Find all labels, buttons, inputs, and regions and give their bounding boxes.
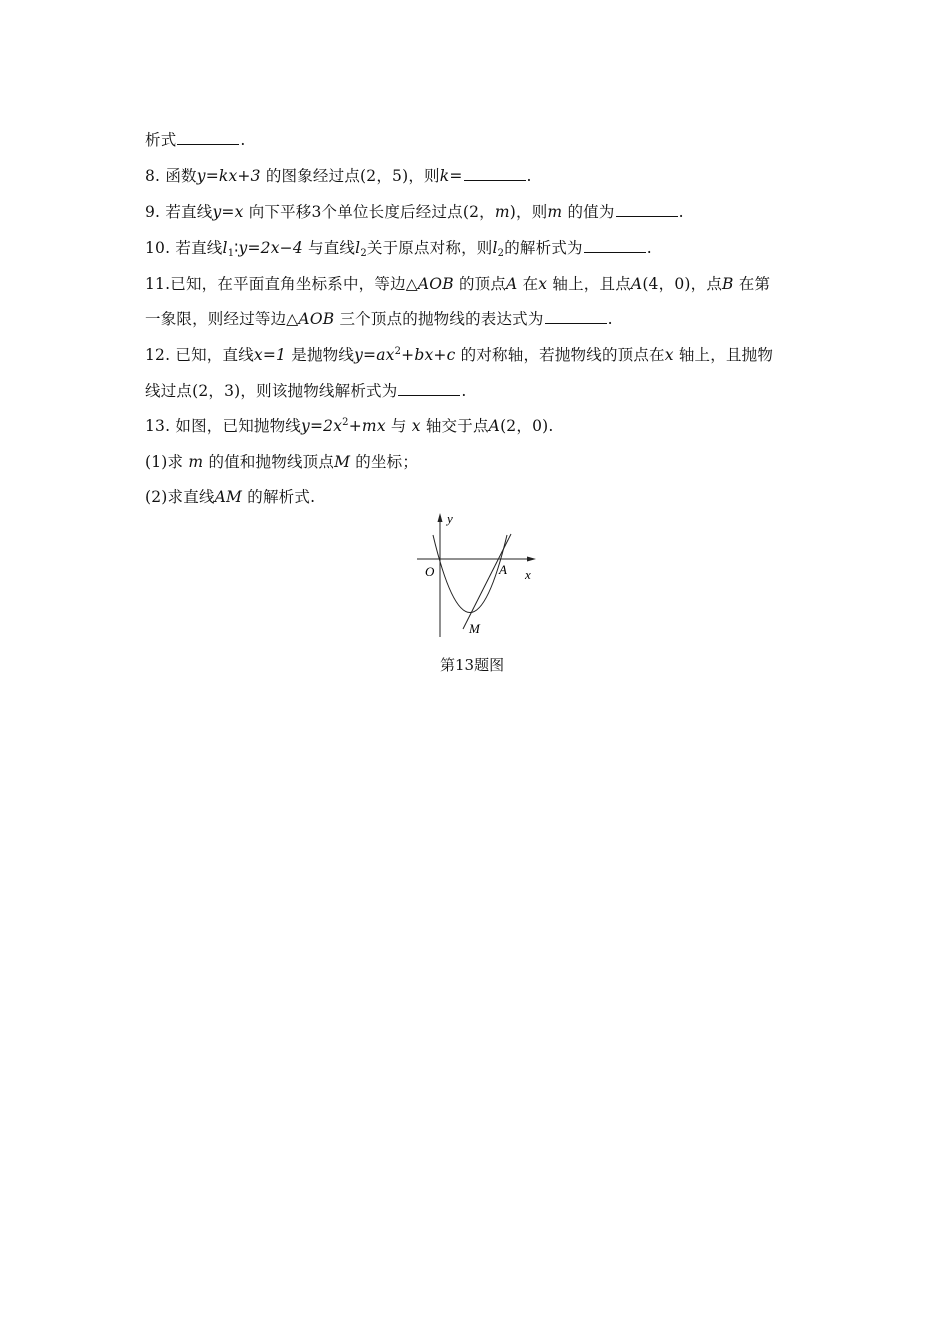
answer-blank[interactable] bbox=[464, 166, 526, 181]
parabola-curve bbox=[433, 535, 507, 613]
x-label: x bbox=[525, 567, 531, 582]
y-label: y bbox=[447, 511, 453, 526]
answer-blank[interactable] bbox=[616, 202, 678, 217]
origin-label: O bbox=[425, 564, 435, 579]
question-11-line-1: 11.已知，在平面直角坐标系中，等边△AOB 的顶点A 在x 轴上，且点A(4，0)，点B 在第 bbox=[145, 275, 771, 293]
answer-blank[interactable] bbox=[398, 381, 460, 396]
y-axis-arrow-icon bbox=[438, 513, 443, 522]
answer-blank[interactable] bbox=[177, 130, 239, 145]
question-12-line-2: 线过点(2，3)，则该抛物线解析式为 . bbox=[145, 382, 467, 400]
answer-blank[interactable] bbox=[545, 309, 607, 324]
question-9: 9. 若直线y=x 向下平移3个单位长度后经过点(2，m)，则m 的值为 . bbox=[145, 203, 684, 221]
answer-blank[interactable] bbox=[584, 238, 646, 253]
question-11-line-2: 一象限，则经过等边△AOB 三个顶点的抛物线的表达式为 . bbox=[145, 310, 613, 328]
figure-caption: 第13题图 bbox=[440, 656, 505, 674]
question-10: 10. 若直线$l_1∶y=2x-4$ 与直线$l_2$关于原点对称，则$l_2$的解析式为 . bbox=[145, 239, 652, 259]
question-13-line-1: 13. 如图，已知抛物线$y=2x^2+mx$ 与 x 轴交于点A(2，0). bbox=[145, 417, 554, 435]
point-m-label: M bbox=[469, 621, 480, 636]
q7-tail: 析式 . bbox=[145, 131, 246, 149]
question-13-part-2: (2)求直线AM 的解析式. bbox=[145, 488, 316, 506]
question-8: 8. 函数y=kx+3 的图象经过点(2，5)，则k= . bbox=[145, 167, 532, 185]
line-am bbox=[463, 534, 511, 629]
question-12-line-1: 12. 已知，直线x=1 是抛物线$y=ax^2+bx+c$ 的对称轴，若抛物线的顶点在x 轴上，且抛物 bbox=[145, 346, 774, 364]
question-13-part-1: (1)求 m 的值和抛物线顶点M 的坐标； bbox=[145, 453, 419, 471]
x-axis-arrow-icon bbox=[527, 557, 536, 562]
point-a-label: A bbox=[499, 562, 507, 577]
